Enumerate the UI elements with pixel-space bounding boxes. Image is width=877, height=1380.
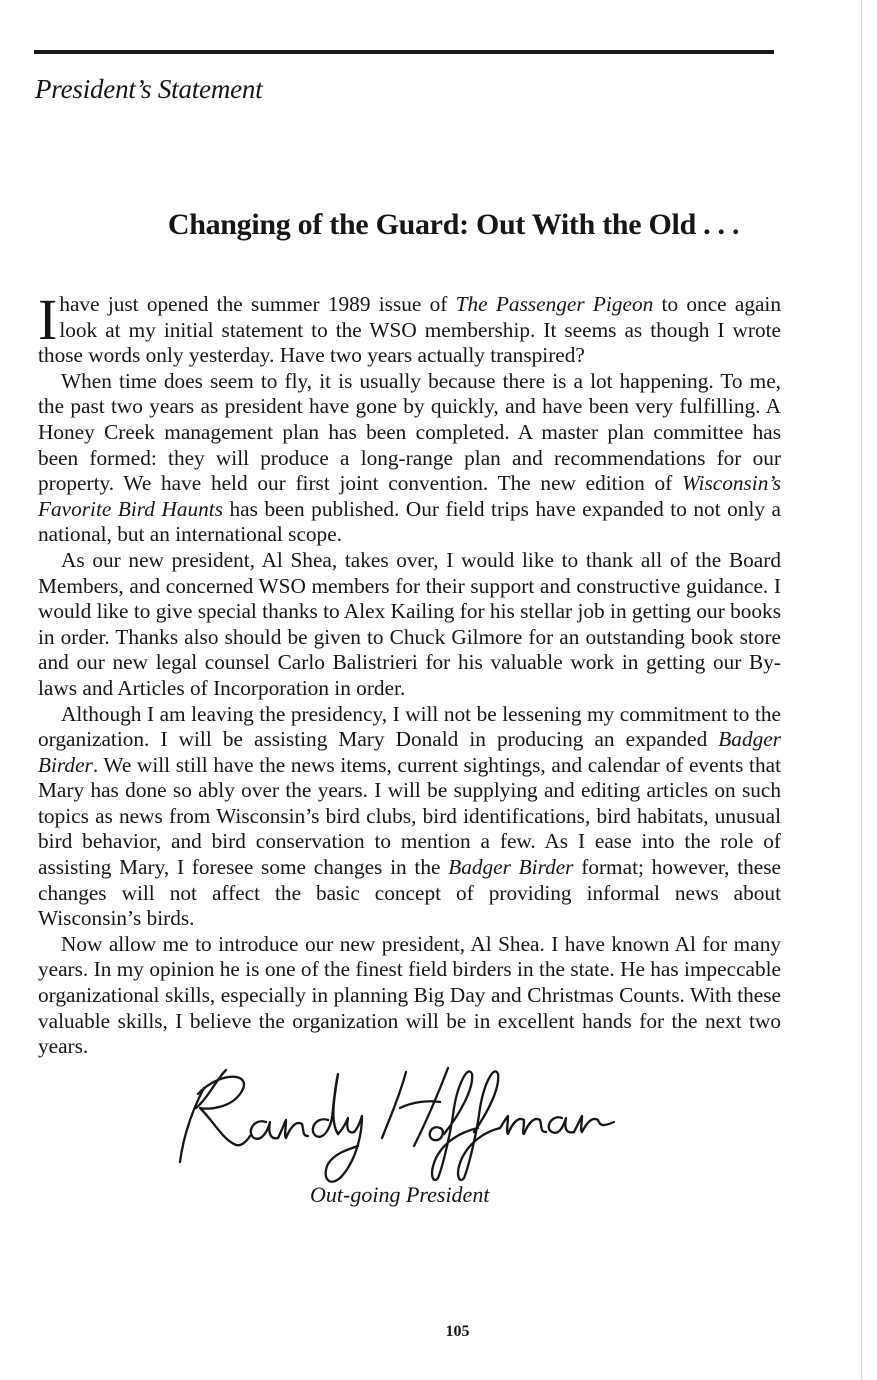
italic-title-text: The Passenger Pigeon [455,292,654,316]
paragraph-text: As our new president, Al Shea, takes over, I would like to thank all of the Board Members, and concerned WSO members for their support and constructive guidance. I would like to give special thanks to Alex Kailing for his stellar job in getting our books in order. Thanks also should be given to Chuck Gilmore for an outstanding book store and our new legal counsel Carlo Balistrieri for his valuable work in getting our By-laws and Articles of Incorporation in order. [38,547,781,700]
page-number: 105 [445,1323,470,1340]
article-paragraph [38,932,781,1060]
article-paragraph [38,548,781,702]
signoff-title: Out-going President [310,1182,490,1207]
header-rule [34,50,774,54]
paragraph-text: . We will still have the news items, current sightings, and calendar of events that Mary has done so ably over the years. I will be supplying and editing articles on such topics as news from Wisconsin’s bird clubs, bird identifications, bird habitats, unusual bird behavior, and bird conservation to mention a few. As I ease into the role of assisting Mary, I foresee some changes in the [38,752,781,880]
paragraph-text: to once again look at my initial statement to the WSO membership. It seems as though I wrote those words only yesterday. Have two years actually transpired? [38,292,782,368]
section-label: President’s Statement [35,74,263,104]
drop-cap: I [38,287,58,352]
paragraph-text: have just opened the summer 1989 issue of [59,292,456,316]
paragraph-text: format; however, these changes will not affect the basic concept of providing informal news about Wisconsin’s birds. [38,855,781,931]
paragraph-text: has been published. Our field trips have expanded to not only a national, but an international scope. [38,496,781,547]
article-paragraph [38,702,781,932]
italic-title-text: Badger Birder [38,727,781,777]
article-body [38,287,782,1060]
paragraph-text: When time does seem to fly, it is usually because there is a lot happening. To me, the past two years as president have gone by quickly, and have been very fulfilling. A Honey Creek management plan has been completed. A master plan committee has been formed: they will produce a long-range plan and recommendations for our property. We have held our first joint convention. The new edition of [38,368,781,496]
italic-title-text: Badger Birder [448,855,574,880]
article-paragraph [38,287,782,369]
signature-randy-hoffman [178,1058,618,1188]
paragraph-text: Now allow me to introduce our new president, Al Shea. I have known Al for many years. In my opinion he is one of the finest field birders in the state. He has impeccable organizational skills, especially in planning Big Day and Christmas Counts. With these valuable skills, I believe the organization will be in excellent hands for the next two years. [38,931,781,1059]
italic-title-text: Wisconsin’s Favorite Bird Haunts [38,471,781,521]
page-edge-line [861,0,862,1380]
paragraph-text: Although I am leaving the presidency, I will not be lessening my commitment to the organization. I will be assisting Mary Donald in producing an expanded [38,701,781,752]
article-paragraph [38,369,781,548]
article-title: Changing of the Guard: Out With the Old . . . [167,208,740,241]
